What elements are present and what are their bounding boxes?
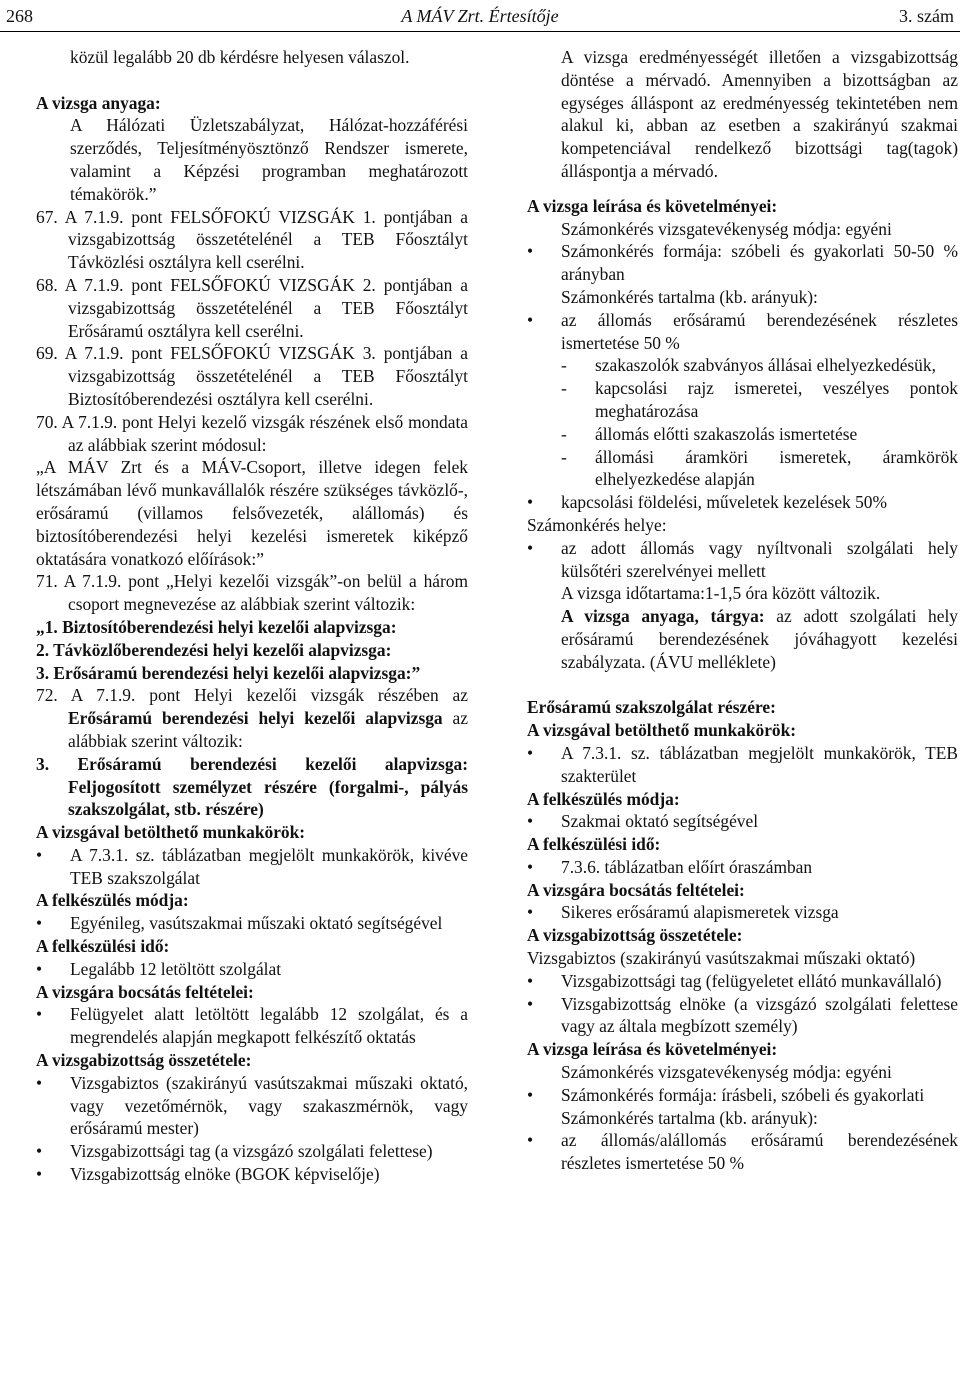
section-heading: A vizsga leírása és követelményei: bbox=[527, 1039, 778, 1060]
list-item: • az adott állomás vagy nyíltvonali szolgálati hely külsőtéri szerelvényei mellett bbox=[527, 537, 958, 583]
list-item: • Vizsgabiztos (szakirányú vasútszakmai műszaki oktató, vagy vezetőmérnök, vagy szakaszmérnök, vagy erősáramú mester) bbox=[36, 1072, 468, 1140]
section-heading: A felkészülési idő: bbox=[527, 834, 661, 855]
text-span: az adott szolgálati hely erősáramú berendezésének jóváhagyott kezelési szabályzata. (ÁVU melléklete) bbox=[561, 606, 959, 672]
bullet-list bbox=[527, 309, 958, 355]
paragraph: 67. A 7.1.9. pont FELSŐFOKÚ VIZSGÁK 1. pontjában a vizsgabizottság összetételénél a TEB Főosztályt Távközlési osztályra kell cserélni. bbox=[36, 206, 468, 273]
list-item: - szakaszolók szabványos állásai elhelyezkedésük, bbox=[527, 354, 958, 377]
list-item: • Számonkérés formája: írásbeli, szóbeli és gyakorlati bbox=[527, 1084, 958, 1107]
bullet-list bbox=[36, 1072, 468, 1186]
list-item: • Legalább 12 letöltött szolgálat bbox=[36, 958, 468, 981]
section-heading: A felkészülés módja: bbox=[36, 890, 189, 911]
bullet-list bbox=[527, 856, 958, 879]
list-item: - kapcsolási rajz ismeretei, veszélyes pontok meghatározása bbox=[527, 377, 958, 423]
header-rule bbox=[0, 31, 960, 32]
section-heading: Erősáramú szakszolgálat részére: bbox=[527, 697, 776, 718]
paragraph: Számonkérés tartalma (kb. arányuk): bbox=[561, 1107, 818, 1128]
paragraph: 71. A 7.1.9. pont „Helyi kezelői vizsgák”-on belül a három csoport megnevezése az alábbiak szerint változik: bbox=[36, 571, 468, 615]
page-header bbox=[0, 0, 960, 36]
bullet-list bbox=[527, 810, 958, 833]
journal-title: A MÁV Zrt. Értesítője bbox=[401, 6, 559, 26]
left-column bbox=[36, 46, 468, 1186]
list-item: • Számonkérés formája: szóbeli és gyakorlati 50-50 % arányban bbox=[527, 240, 958, 286]
list-item: • A 7.3.1. sz. táblázatban megjelölt munkakörök, TEB szakterület bbox=[527, 742, 958, 788]
bullet-list bbox=[36, 844, 468, 890]
text-span: az alábbiak szerint változik: bbox=[68, 708, 468, 751]
dash-list bbox=[527, 354, 958, 491]
inline-heading: A vizsga anyaga, tárgya: bbox=[561, 606, 765, 627]
paragraph: 68. A 7.1.9. pont FELSŐFOKÚ VIZSGÁK 2. pontjában a vizsgabizottság összetételénél a TEB Főosztályt Erősáramú osztályra kell cserélni. bbox=[36, 274, 468, 341]
list-item: • Szakmai oktató segítségével bbox=[527, 810, 958, 833]
page-number: 268 bbox=[6, 6, 33, 26]
list-item: • A 7.3.1. sz. táblázatban megjelölt munkakörök, kivéve TEB szakszolgálat bbox=[36, 844, 468, 890]
paragraph: Számonkérés helye: bbox=[527, 514, 667, 535]
list-item: • az állomás/alállomás erősáramú berendezésének részletes ismertetése 50 % bbox=[527, 1129, 958, 1175]
list-item: 3. Erősáramú berendezési helyi kezelői alapvizsga:” bbox=[36, 662, 421, 683]
bullet-list bbox=[527, 491, 958, 514]
bullet-list bbox=[527, 240, 958, 286]
list-item: - állomási áramköri ismeretek, áramkörök elhelyezkedése alapján bbox=[527, 446, 958, 492]
quoted-text: „A MÁV Zrt és a MÁV-Csoport, illetve idegen felek létszámában lévő munkavállalók részére szükséges távközlő-, erősáramú (villamos felsővezeték, alállomás) és biztosítóberendezési helyi kezelési ismeretek kiképző oktatására vonatkozó előírások:” bbox=[36, 457, 468, 569]
paragraph: 70. A 7.1.9. pont Helyi kezelő vizsgák részének első mondata az alábbiak szerint módosul: bbox=[36, 411, 468, 455]
list-item: • Felügyelet alatt letöltött legalább 12 szolgálat, és a megrendelés alapján megkapott felkészítő oktatás bbox=[36, 1003, 468, 1049]
list-item: • Vizsgabizottság elnöke (BGOK képviselője) bbox=[36, 1163, 468, 1186]
section-heading: A vizsga anyaga: bbox=[36, 92, 161, 113]
list-item: 2. Távközlőberendezési helyi kezelői alapvizsga: bbox=[36, 639, 392, 660]
section-heading: A felkészülés módja: bbox=[527, 788, 680, 809]
paragraph bbox=[527, 605, 958, 673]
paragraph bbox=[36, 684, 468, 752]
bullet-list bbox=[36, 958, 468, 981]
bullet-list bbox=[527, 537, 958, 583]
list-item: • Vizsgabizottsági tag (felügyeletet ellátó munkavállaló) bbox=[527, 970, 958, 993]
list-item: „1. Biztosítóberendezési helyi kezelői alapvizsga: bbox=[36, 616, 397, 637]
bullet-list bbox=[527, 1084, 958, 1107]
list-item: • Sikeres erősáramú alapismeretek vizsga bbox=[527, 901, 958, 924]
text-span: 72. A 7.1.9. pont Helyi kezelői vizsgák részében az bbox=[36, 685, 468, 706]
paragraph: Számonkérés vizsgatevékenység módja: egyéni bbox=[561, 1062, 892, 1083]
paragraph: Vizsgabiztos (szakirányú vasútszakmai műszaki oktató) bbox=[527, 948, 916, 969]
list-item: • Vizsgabizottsági tag (a vizsgázó szolgálati felettese) bbox=[36, 1140, 468, 1163]
list-item: • kapcsolási földelési, műveletek kezelések 50% bbox=[527, 491, 958, 514]
section-heading: A felkészülési idő: bbox=[36, 936, 170, 957]
list-item: • Vizsgabizottság elnöke (a vizsgázó szolgálati felettese vagy az általa megbízott személy) bbox=[527, 993, 958, 1039]
section-heading: A vizsga leírása és követelményei: bbox=[527, 195, 778, 216]
paragraph: A vizsga eredményességét illetően a vizsgabizottság döntése a mérvadó. Amennyiben a bizottságban az egységes álláspont az eredményesség tekintetében nem alakul ki, abban az esetben a szakirányú szakmai kompetenciával rendelkező bizottsági tag(tagok) álláspontja a mérvadó. bbox=[561, 47, 958, 181]
bullet-list bbox=[36, 1003, 468, 1049]
bullet-list bbox=[36, 912, 468, 935]
list-item: • Egyénileg, vasútszakmai műszaki oktató segítségével bbox=[36, 912, 468, 935]
paragraph: A vizsga időtartama:1-1,5 óra között változik. bbox=[561, 583, 881, 604]
text-span: Erősáramú berendezési helyi kezelői alapvizsga bbox=[68, 708, 443, 729]
bullet-list bbox=[527, 1129, 958, 1175]
bullet-list bbox=[527, 901, 958, 924]
paragraph: A Hálózati Üzletszabályzat, Hálózat-hozzáférési szerződés, Teljesítményösztönző Rendszer ismerete, valamint a Képzési programban meghatározott témakörök.” bbox=[70, 115, 468, 204]
issue-number: 3. szám bbox=[899, 6, 954, 26]
bullet-list bbox=[527, 970, 958, 1038]
bullet-list bbox=[527, 742, 958, 788]
section-heading: A vizsgára bocsátás feltételei: bbox=[36, 981, 254, 1002]
section-heading: A vizsgára bocsátás feltételei: bbox=[527, 879, 745, 900]
paragraph: közül legalább 20 db kérdésre helyesen válaszol. bbox=[70, 47, 410, 67]
paragraph: 69. A 7.1.9. pont FELSŐFOKÚ VIZSGÁK 3. pontjában a vizsgabizottság összetételénél a TEB Főosztályt Biztosítóberendezési osztályra kell cserélni. bbox=[36, 343, 468, 409]
paragraph: Számonkérés tartalma (kb. arányuk): bbox=[561, 286, 818, 307]
paragraph: Számonkérés vizsgatevékenység módja: egyéni bbox=[561, 218, 892, 239]
section-heading: A vizsgabizottság összetétele: bbox=[527, 925, 743, 946]
section-heading: A vizsgával betölthető munkakörök: bbox=[527, 720, 797, 741]
list-item: - állomás előtti szakaszolás ismertetése bbox=[527, 423, 958, 446]
section-heading: A vizsgával betölthető munkakörök: bbox=[36, 822, 306, 843]
section-title: 3. Erősáramú berendezési kezelői alapvizsga: Feljogosított személyzet részére (forgalmi-, pályás szakszolgálat, stb. részére) bbox=[36, 753, 468, 820]
section-heading: A vizsgabizottság összetétele: bbox=[36, 1050, 252, 1071]
list-item: • 7.3.6. táblázatban előírt óraszámban bbox=[527, 856, 958, 879]
list-item: • az állomás erősáramú berendezésének részletes ismertetése 50 % bbox=[527, 309, 958, 355]
right-column bbox=[527, 46, 958, 1175]
